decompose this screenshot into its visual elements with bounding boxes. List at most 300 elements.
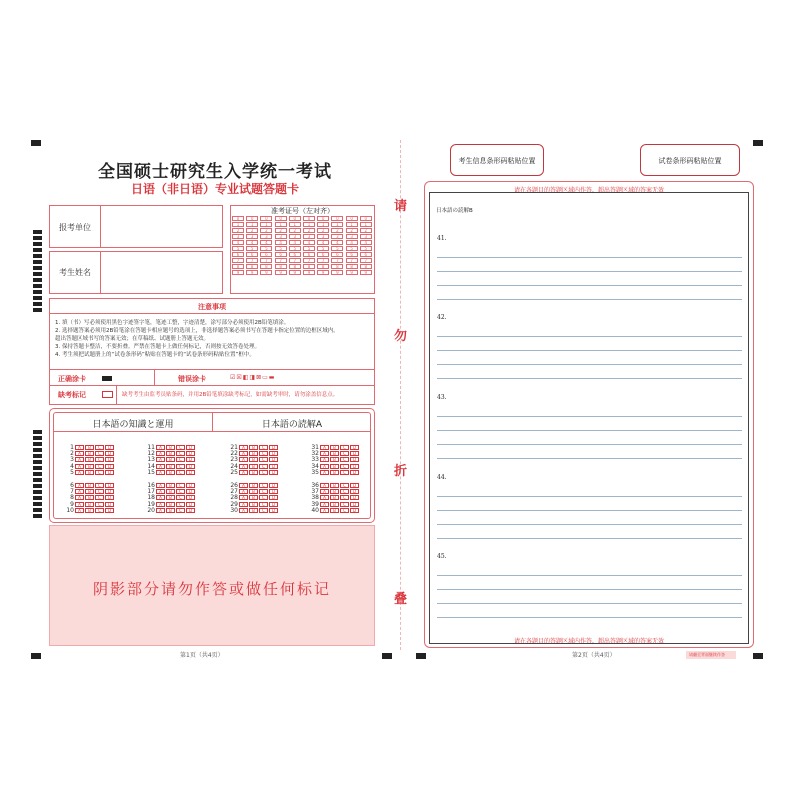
ticket-digit-bubble[interactable]: 4	[275, 240, 287, 245]
ticket-digit-bubble[interactable]: 1	[303, 222, 315, 227]
ticket-digit-bubble[interactable]: 7	[260, 258, 272, 263]
ticket-digit-bubble[interactable]: 8	[346, 264, 358, 269]
option-bubble-c[interactable]: C	[259, 470, 268, 475]
ticket-digit-bubble[interactable]: 2	[317, 228, 329, 233]
option-bubble-a[interactable]: A	[320, 483, 329, 488]
option-bubble-d[interactable]: D	[350, 495, 359, 500]
ticket-digit-bubble[interactable]: 8	[232, 264, 244, 269]
paper-barcode-area	[640, 144, 740, 176]
ticket-digit-bubble[interactable]: 1	[346, 222, 358, 227]
answer-line[interactable]	[437, 524, 742, 525]
option-bubble-b[interactable]: B	[249, 508, 258, 513]
ticket-digit-bubble[interactable]: 2	[346, 228, 358, 233]
ticket-digit-bubble[interactable]: 2	[360, 228, 372, 233]
option-bubble-d[interactable]: D	[105, 483, 114, 488]
field-name[interactable]	[49, 251, 223, 294]
option-bubble-b[interactable]: B	[249, 451, 258, 456]
option-bubble-c[interactable]: C	[259, 489, 268, 494]
option-bubble-b[interactable]: B	[249, 464, 258, 469]
ticket-digit-bubble[interactable]: 8	[360, 264, 372, 269]
option-bubble-d[interactable]: D	[269, 445, 278, 450]
option-bubble-d[interactable]: D	[269, 489, 278, 494]
option-bubble-a[interactable]: A	[156, 508, 165, 513]
ticket-digit-bubble[interactable]: 5	[360, 246, 372, 251]
ticket-digit-bubble[interactable]: 2	[246, 228, 258, 233]
option-bubble-a[interactable]: A	[75, 508, 84, 513]
question-number: 31	[311, 444, 319, 451]
answer-line[interactable]	[437, 416, 742, 417]
ticket-digit-bubble[interactable]: 9	[275, 270, 287, 275]
option-bubble-d[interactable]: D	[186, 451, 195, 456]
option-bubble-a[interactable]: A	[320, 445, 329, 450]
option-bubble-b[interactable]: B	[166, 483, 175, 488]
option-bubble-c[interactable]: C	[340, 483, 349, 488]
option-bubble-d[interactable]: D	[350, 489, 359, 494]
option-bubble-d[interactable]: D	[269, 457, 278, 462]
answer-line[interactable]	[437, 458, 742, 459]
spine-dashed-line	[400, 140, 401, 650]
ticket-digit-column	[346, 216, 360, 290]
option-bubble-b[interactable]: B	[166, 470, 175, 475]
ticket-digit-bubble[interactable]: 9	[289, 270, 301, 275]
timing-mark	[33, 290, 42, 294]
ticket-digit-bubble[interactable]: 4	[317, 240, 329, 245]
option-bubble-c[interactable]: C	[176, 502, 185, 507]
answer-line[interactable]	[437, 299, 742, 300]
ticket-digit-bubble[interactable]: 7	[232, 258, 244, 263]
subjective-inner-box[interactable]	[429, 192, 749, 644]
timing-mark	[33, 236, 42, 240]
ticket-digit-bubble[interactable]: 5	[260, 246, 272, 251]
ticket-digit-bubble[interactable]: 5	[246, 246, 258, 251]
answer-line[interactable]	[437, 271, 742, 272]
ticket-digit-bubble[interactable]: 9	[360, 270, 372, 275]
option-bubble-a[interactable]: A	[239, 451, 248, 456]
ticket-digit-column	[232, 216, 246, 290]
option-bubble-a[interactable]: A	[239, 489, 248, 494]
option-bubble-d[interactable]: D	[350, 483, 359, 488]
ticket-digit-bubble[interactable]: 4	[331, 240, 343, 245]
ticket-digit-bubble[interactable]: 4	[303, 240, 315, 245]
timing-mark	[33, 514, 42, 518]
option-bubble-d[interactable]: D	[350, 457, 359, 462]
option-bubble-a[interactable]: A	[75, 470, 84, 475]
ticket-digit-bubble[interactable]: 5	[275, 246, 287, 251]
ticket-digit-bubble[interactable]: 3	[317, 234, 329, 239]
ticket-digit-bubble[interactable]: 6	[360, 252, 372, 257]
ticket-digit-bubble[interactable]: 0	[317, 216, 329, 221]
option-bubble-b[interactable]: B	[330, 508, 339, 513]
ticket-digit-bubble[interactable]: 0	[346, 216, 358, 221]
answer-line[interactable]	[437, 575, 742, 576]
ticket-digit-bubble[interactable]: 5	[331, 246, 343, 251]
option-bubble-a[interactable]: A	[239, 483, 248, 488]
option-bubble-c[interactable]: C	[259, 508, 268, 513]
answer-line[interactable]	[437, 538, 742, 539]
option-bubble-a[interactable]: A	[75, 495, 84, 500]
option-bubble-a[interactable]: A	[320, 470, 329, 475]
ticket-digit-bubble[interactable]: 6	[317, 252, 329, 257]
option-bubble-b[interactable]: B	[85, 502, 94, 507]
option-bubble-b[interactable]: B	[166, 489, 175, 494]
absent-checkbox[interactable]	[102, 391, 113, 398]
option-bubble-c[interactable]: C	[340, 502, 349, 507]
ticket-digit-bubble[interactable]: 9	[303, 270, 315, 275]
ticket-digit-bubble[interactable]: 7	[317, 258, 329, 263]
option-bubble-a[interactable]: A	[75, 502, 84, 507]
ticket-digit-bubble[interactable]: 4	[260, 240, 272, 245]
option-bubble-d[interactable]: D	[186, 470, 195, 475]
option-bubble-b[interactable]: B	[85, 508, 94, 513]
option-bubble-d[interactable]: D	[105, 495, 114, 500]
ticket-digit-bubble[interactable]: 5	[232, 246, 244, 251]
option-bubble-d[interactable]: D	[350, 445, 359, 450]
ticket-digit-bubble[interactable]: 1	[246, 222, 258, 227]
option-bubble-c[interactable]: C	[176, 489, 185, 494]
ticket-digit-bubble[interactable]: 1	[289, 222, 301, 227]
answer-line[interactable]	[437, 257, 742, 258]
option-bubble-b[interactable]: B	[330, 451, 339, 456]
option-bubble-a[interactable]: A	[75, 483, 84, 488]
option-bubble-c[interactable]: C	[176, 483, 185, 488]
ticket-digit-bubble[interactable]: 3	[246, 234, 258, 239]
answer-line[interactable]	[437, 603, 742, 604]
option-bubble-d[interactable]: D	[186, 502, 195, 507]
option-bubble-a[interactable]: A	[320, 464, 329, 469]
timing-mark	[33, 460, 42, 464]
option-bubble-b[interactable]: B	[85, 483, 94, 488]
ticket-digit-column	[360, 216, 374, 290]
ticket-digit-bubble[interactable]: 0	[260, 216, 272, 221]
ticket-digit-bubble[interactable]: 9	[317, 270, 329, 275]
ticket-digit-bubble[interactable]: 3	[303, 234, 315, 239]
ticket-digit-bubble[interactable]: 6	[303, 252, 315, 257]
option-bubble-a[interactable]: A	[239, 457, 248, 462]
ticket-digit-bubble[interactable]: 0	[360, 216, 372, 221]
question-number: 10	[66, 506, 74, 514]
option-bubble-a[interactable]: A	[156, 489, 165, 494]
option-bubble-c[interactable]: C	[95, 445, 104, 450]
option-bubble-b[interactable]: B	[249, 483, 258, 488]
option-bubble-d[interactable]: D	[350, 451, 359, 456]
ticket-digit-bubble[interactable]: 7	[360, 258, 372, 263]
question-number: 29	[230, 500, 238, 508]
ticket-digit-bubble[interactable]: 1	[360, 222, 372, 227]
option-bubble-c[interactable]: C	[340, 451, 349, 456]
option-bubble-c[interactable]: C	[95, 508, 104, 513]
option-bubble-c[interactable]: C	[95, 464, 104, 469]
ticket-digit-bubble[interactable]: 8	[246, 264, 258, 269]
ticket-digit-bubble[interactable]: 3	[360, 234, 372, 239]
option-bubble-b[interactable]: B	[85, 451, 94, 456]
option-bubble-a[interactable]: A	[320, 451, 329, 456]
option-bubble-c[interactable]: C	[259, 451, 268, 456]
option-bubble-b[interactable]: B	[85, 464, 94, 469]
ticket-digit-bubble[interactable]: 1	[232, 222, 244, 227]
answer-line[interactable]	[437, 589, 742, 590]
option-bubble-a[interactable]: A	[239, 470, 248, 475]
option-bubble-d[interactable]: D	[186, 508, 195, 513]
ticket-digit-bubble[interactable]: 7	[303, 258, 315, 263]
answer-line[interactable]	[437, 496, 742, 497]
ticket-digit-bubble[interactable]: 7	[275, 258, 287, 263]
option-bubble-b[interactable]: B	[330, 470, 339, 475]
ticket-digit-bubble[interactable]: 2	[275, 228, 287, 233]
ticket-digit-bubble[interactable]: 7	[289, 258, 301, 263]
option-bubble-d[interactable]: D	[269, 502, 278, 507]
answer-line[interactable]	[437, 444, 742, 445]
ticket-digit-bubble[interactable]: 9	[260, 270, 272, 275]
ticket-digit-bubble[interactable]: 9	[232, 270, 244, 275]
option-bubble-a[interactable]: A	[320, 502, 329, 507]
question-number: 34	[311, 462, 319, 470]
option-bubble-b[interactable]: B	[166, 495, 175, 500]
ticket-digit-bubble[interactable]: 1	[317, 222, 329, 227]
option-bubble-c[interactable]: C	[95, 483, 104, 488]
option-bubble-d[interactable]: D	[105, 489, 114, 494]
option-bubble-b[interactable]: B	[85, 470, 94, 475]
option-bubble-d[interactable]: D	[105, 502, 114, 507]
ticket-digit-bubble[interactable]: 6	[275, 252, 287, 257]
option-bubble-a[interactable]: A	[156, 445, 165, 450]
ticket-digit-bubble[interactable]: 6	[260, 252, 272, 257]
option-bubble-c[interactable]: C	[176, 445, 185, 450]
option-bubble-c[interactable]: C	[95, 451, 104, 456]
option-bubble-d[interactable]: D	[350, 502, 359, 507]
answer-line[interactable]	[437, 285, 742, 286]
ticket-digit-bubble[interactable]: 3	[331, 234, 343, 239]
ticket-digit-bubble[interactable]: 6	[246, 252, 258, 257]
option-bubble-c[interactable]: C	[176, 495, 185, 500]
ticket-digit-bubble[interactable]: 4	[289, 240, 301, 245]
answer-line[interactable]	[437, 617, 742, 618]
ticket-digit-bubble[interactable]: 7	[331, 258, 343, 263]
option-bubble-b[interactable]: B	[85, 495, 94, 500]
option-bubble-a[interactable]: A	[156, 457, 165, 462]
option-bubble-b[interactable]: B	[330, 464, 339, 469]
option-bubble-d[interactable]: D	[186, 445, 195, 450]
answer-line[interactable]	[437, 364, 742, 365]
ticket-digit-bubble[interactable]: 8	[260, 264, 272, 269]
ticket-digit-bubble[interactable]: 9	[246, 270, 258, 275]
ticket-digit-bubble[interactable]: 9	[331, 270, 343, 275]
ticket-digit-bubble[interactable]: 0	[232, 216, 244, 221]
option-bubble-c[interactable]: C	[176, 457, 185, 462]
ticket-digit-bubble[interactable]: 7	[246, 258, 258, 263]
option-bubble-a[interactable]: A	[320, 489, 329, 494]
option-bubble-a[interactable]: A	[239, 502, 248, 507]
field-school[interactable]	[49, 205, 223, 248]
ticket-digit-bubble[interactable]: 5	[346, 246, 358, 251]
option-bubble-c[interactable]: C	[259, 483, 268, 488]
ticket-digit-bubble[interactable]: 2	[303, 228, 315, 233]
option-bubble-c[interactable]: C	[176, 508, 185, 513]
ticket-digit-bubble[interactable]: 0	[289, 216, 301, 221]
ticket-digit-bubble[interactable]: 8	[303, 264, 315, 269]
ticket-digit-bubble[interactable]: 0	[331, 216, 343, 221]
option-bubble-a[interactable]: A	[156, 495, 165, 500]
ticket-digit-bubble[interactable]: 8	[317, 264, 329, 269]
option-bubble-c[interactable]: C	[176, 451, 185, 456]
ticket-digit-bubble[interactable]: 8	[289, 264, 301, 269]
option-bubble-a[interactable]: A	[156, 502, 165, 507]
option-bubble-b[interactable]: B	[85, 457, 94, 462]
option-bubble-a[interactable]: A	[239, 495, 248, 500]
option-bubble-b[interactable]: B	[85, 445, 94, 450]
option-bubble-a[interactable]: A	[75, 464, 84, 469]
option-bubble-d[interactable]: D	[269, 508, 278, 513]
option-bubble-d[interactable]: D	[186, 457, 195, 462]
option-bubble-d[interactable]: D	[105, 457, 114, 462]
ticket-digit-bubble[interactable]: 1	[331, 222, 343, 227]
option-bubble-d[interactable]: D	[186, 483, 195, 488]
ticket-digit-bubble[interactable]: 8	[275, 264, 287, 269]
option-bubble-b[interactable]: B	[166, 508, 175, 513]
option-bubble-b[interactable]: B	[166, 464, 175, 469]
ticket-digit-bubble[interactable]: 4	[232, 240, 244, 245]
answer-line[interactable]	[437, 350, 742, 351]
option-bubble-b[interactable]: B	[249, 445, 258, 450]
option-bubble-b[interactable]: B	[330, 502, 339, 507]
option-bubble-c[interactable]: C	[95, 470, 104, 475]
option-bubble-c[interactable]: C	[95, 457, 104, 462]
ticket-digit-bubble[interactable]: 4	[360, 240, 372, 245]
answer-line[interactable]	[437, 336, 742, 337]
ticket-digit-bubble[interactable]: 6	[331, 252, 343, 257]
option-bubble-b[interactable]: B	[330, 483, 339, 488]
ticket-digit-bubble[interactable]: 9	[346, 270, 358, 275]
option-bubble-d[interactable]: D	[269, 464, 278, 469]
option-bubble-c[interactable]: C	[340, 495, 349, 500]
ticket-digit-bubble[interactable]: 6	[232, 252, 244, 257]
ticket-digit-bubble[interactable]: 0	[246, 216, 258, 221]
ticket-digit-bubble[interactable]: 3	[232, 234, 244, 239]
ticket-digit-bubble[interactable]: 3	[289, 234, 301, 239]
ticket-digit-bubble[interactable]: 2	[331, 228, 343, 233]
option-bubble-b[interactable]: B	[330, 489, 339, 494]
option-bubble-d[interactable]: D	[105, 464, 114, 469]
option-bubble-d[interactable]: D	[350, 464, 359, 469]
answer-line[interactable]	[437, 430, 742, 431]
option-bubble-b[interactable]: B	[249, 502, 258, 507]
option-bubble-a[interactable]: A	[75, 451, 84, 456]
option-bubble-d[interactable]: D	[105, 470, 114, 475]
option-bubble-b[interactable]: B	[166, 457, 175, 462]
ticket-number-grid[interactable]	[232, 216, 375, 290]
option-bubble-c[interactable]: C	[259, 502, 268, 507]
ticket-digit-bubble[interactable]: 6	[289, 252, 301, 257]
ticket-digit-bubble[interactable]: 2	[260, 228, 272, 233]
option-bubble-a[interactable]: A	[75, 457, 84, 462]
option-bubble-c[interactable]: C	[259, 445, 268, 450]
option-bubble-a[interactable]: A	[239, 464, 248, 469]
option-bubble-b[interactable]: B	[166, 502, 175, 507]
option-bubble-d[interactable]: D	[269, 470, 278, 475]
option-bubble-a[interactable]: A	[320, 495, 329, 500]
option-bubble-d[interactable]: D	[186, 464, 195, 469]
answer-line[interactable]	[437, 510, 742, 511]
option-bubble-b[interactable]: B	[249, 457, 258, 462]
ticket-digit-bubble[interactable]: 4	[246, 240, 258, 245]
answer-line[interactable]	[437, 378, 742, 379]
option-bubble-a[interactable]: A	[320, 457, 329, 462]
option-bubble-b[interactable]: B	[166, 451, 175, 456]
ticket-digit-bubble[interactable]: 3	[260, 234, 272, 239]
option-bubble-c[interactable]: C	[340, 457, 349, 462]
option-bubble-d[interactable]: D	[186, 489, 195, 494]
option-bubble-c[interactable]: C	[340, 445, 349, 450]
option-bubble-d[interactable]: D	[105, 508, 114, 513]
ticket-digit-bubble[interactable]: 2	[289, 228, 301, 233]
option-bubble-c[interactable]: C	[176, 464, 185, 469]
option-bubble-c[interactable]: C	[340, 489, 349, 494]
option-bubble-b[interactable]: B	[166, 445, 175, 450]
option-bubble-d[interactable]: D	[269, 483, 278, 488]
option-bubble-d[interactable]: D	[105, 451, 114, 456]
ticket-digit-bubble[interactable]: 0	[303, 216, 315, 221]
ticket-digit-bubble[interactable]: 2	[232, 228, 244, 233]
timing-mark	[33, 454, 42, 458]
option-bubble-a[interactable]: A	[156, 451, 165, 456]
ticket-digit-bubble[interactable]: 8	[331, 264, 343, 269]
option-bubble-a[interactable]: A	[75, 445, 84, 450]
option-bubble-d[interactable]: D	[105, 445, 114, 450]
ticket-digit-bubble[interactable]: 0	[275, 216, 287, 221]
option-bubble-b[interactable]: B	[249, 489, 258, 494]
option-bubble-b[interactable]: B	[249, 470, 258, 475]
option-bubble-d[interactable]: D	[186, 495, 195, 500]
option-bubble-a[interactable]: A	[156, 483, 165, 488]
ticket-digit-bubble[interactable]: 1	[260, 222, 272, 227]
option-bubble-c[interactable]: C	[259, 457, 268, 462]
option-bubble-a[interactable]: A	[239, 508, 248, 513]
option-bubble-b[interactable]: B	[249, 495, 258, 500]
option-bubble-b[interactable]: B	[330, 445, 339, 450]
ticket-digit-bubble[interactable]: 6	[346, 252, 358, 257]
option-bubble-a[interactable]: A	[320, 508, 329, 513]
ticket-digit-bubble[interactable]: 5	[317, 246, 329, 251]
question-label: 43.	[437, 394, 447, 401]
ticket-digit-bubble[interactable]: 5	[289, 246, 301, 251]
option-bubble-c[interactable]: C	[95, 489, 104, 494]
option-bubble-a[interactable]: A	[75, 489, 84, 494]
option-bubble-c[interactable]: C	[259, 464, 268, 469]
option-bubble-a[interactable]: A	[156, 464, 165, 469]
option-bubble-b[interactable]: B	[330, 457, 339, 462]
option-bubble-c[interactable]: C	[95, 502, 104, 507]
option-bubble-c[interactable]: C	[259, 495, 268, 500]
ticket-digit-bubble[interactable]: 1	[275, 222, 287, 227]
option-bubble-b[interactable]: B	[85, 489, 94, 494]
option-bubble-a[interactable]: A	[239, 445, 248, 450]
option-bubble-c[interactable]: C	[340, 508, 349, 513]
option-bubble-c[interactable]: C	[95, 495, 104, 500]
option-bubble-c[interactable]: C	[340, 470, 349, 475]
ticket-digit-bubble[interactable]: 3	[346, 234, 358, 239]
ticket-digit-bubble[interactable]: 4	[346, 240, 358, 245]
ticket-digit-bubble[interactable]: 3	[275, 234, 287, 239]
option-bubble-c[interactable]: C	[176, 470, 185, 475]
ticket-digit-bubble[interactable]: 5	[303, 246, 315, 251]
option-bubble-a[interactable]: A	[156, 470, 165, 475]
option-bubble-b[interactable]: B	[330, 495, 339, 500]
option-bubble-c[interactable]: C	[340, 464, 349, 469]
ticket-digit-bubble[interactable]: 7	[346, 258, 358, 263]
option-bubble-d[interactable]: D	[350, 508, 359, 513]
option-bubble-d[interactable]: D	[350, 470, 359, 475]
option-bubble-d[interactable]: D	[269, 495, 278, 500]
option-bubble-d[interactable]: D	[269, 451, 278, 456]
